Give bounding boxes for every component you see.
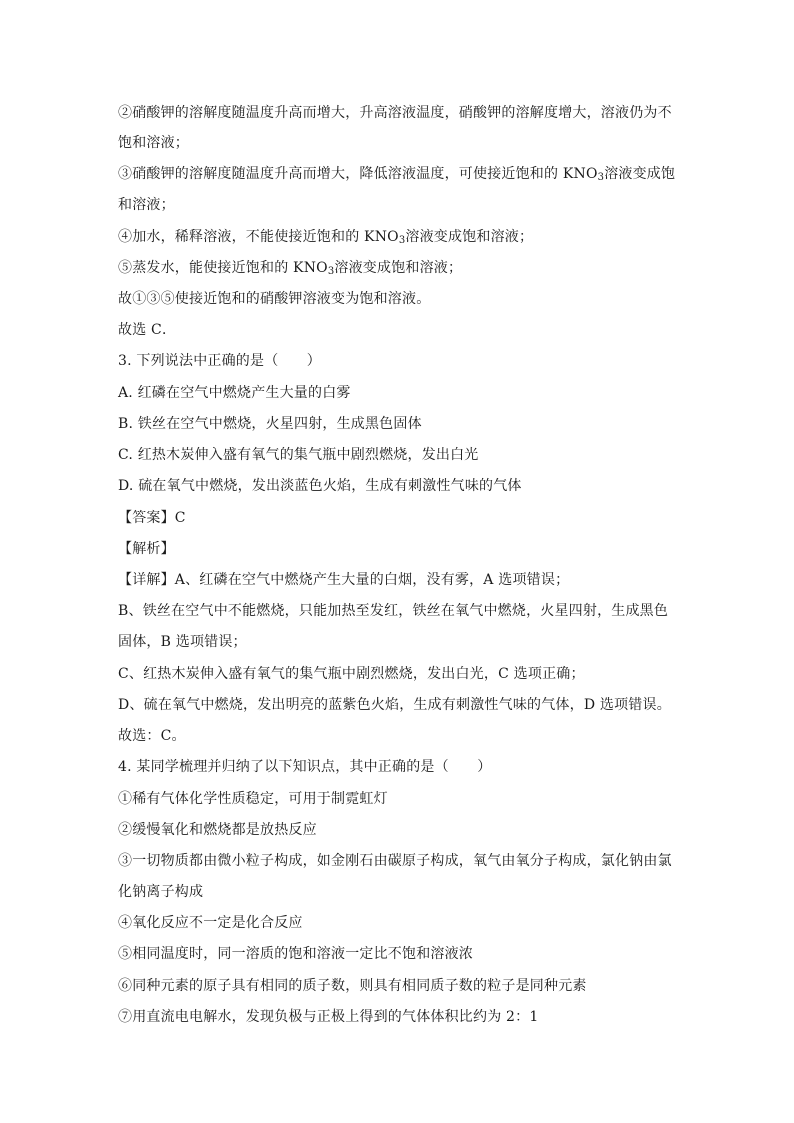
question-4-title: 4. 某同学梳理并归纳了以下知识点，其中正确的是（ ） xyxy=(118,759,492,775)
subscript: 3 xyxy=(327,266,335,277)
question-3-title: 3. 下列说法中正确的是（ ） xyxy=(118,353,322,369)
question-4-item-3: ③一切物质都由微小粒子构成，如金刚石由碳原子构成，氧气由氧分子构成，氯化钠由氯 xyxy=(118,853,672,869)
detail-line-b: B、铁丝在空气中不能燃烧，只能加热至发红，铁丝在氧气中燃烧，火星四射，生成黑色 xyxy=(118,603,669,619)
subscript: 3 xyxy=(398,235,406,246)
question-4-item-4: ④氧化反应不一定是化合反应 xyxy=(118,915,303,931)
detail-line-b-cont: 固体，B 选项错误； xyxy=(118,634,247,650)
answer-line-5-pre: ⑤蒸发水，能使接近饱和的 KNO xyxy=(118,260,328,276)
answer-line-4 xyxy=(118,227,678,247)
answer-line-2-cont: 饱和溶液； xyxy=(118,135,189,151)
question-4-item-3-cont: 化钠离子构成 xyxy=(118,884,204,900)
answer-line-2: ②硝酸钾的溶解度随温度升高而增大，升高溶液温度，硝酸钾的溶解度增大，溶液仍为不 xyxy=(118,105,672,121)
question-3-option-c: C. 红热木炭伸入盛有氧气的集气瓶中剧烈燃烧，发出白光 xyxy=(118,447,479,463)
detail-line-d: D、硫在氧气中燃烧，发出明亮的蓝紫色火焰，生成有刺激性气味的气体，D 选项错误。 xyxy=(118,697,671,713)
answer-heading: 【答案】C xyxy=(118,510,186,526)
answer-line-5-post: 溶液变成饱和溶液； xyxy=(334,260,463,276)
final-choice: 故选：C。 xyxy=(118,728,186,744)
question-4-item-6: ⑥同种元素的原子具有相同的质子数，则具有相同质子数的粒子是同种元素 xyxy=(118,978,587,994)
choice-line: 故选 C． xyxy=(118,322,177,338)
question-3-option-d: D. 硫在氧气中燃烧，发出淡蓝色火焰，生成有刺激性气味的气体 xyxy=(118,478,522,494)
answer-line-3-cont: 和溶液； xyxy=(118,197,175,213)
answer-line-4-pre: ④加水，稀释溶液，不能使接近饱和的 KNO xyxy=(118,229,399,245)
answer-line-5 xyxy=(118,258,678,278)
answer-line-3 xyxy=(118,164,678,184)
answer-line-3-pre: ③硝酸钾的溶解度随温度升高而增大，降低溶液温度，可使接近饱和的 KNO xyxy=(118,166,598,182)
question-3-option-b: B. 铁丝在空气中燃烧，火星四射，生成黑色固体 xyxy=(118,416,422,432)
question-4-item-1: ①稀有气体化学性质稳定，可用于制霓虹灯 xyxy=(118,791,388,807)
detail-line-c: C、红热木炭伸入盛有氧气的集气瓶中剧烈燃烧，发出白光，C 选项正确； xyxy=(118,666,585,682)
question-4-item-2: ②缓慢氧化和燃烧都是放热反应 xyxy=(118,822,317,838)
question-4-item-5: ⑤相同温度时，同一溶质的饱和溶液一定比不饱和溶液浓 xyxy=(118,946,473,962)
analysis-heading: 【解析】 xyxy=(118,541,175,557)
subscript: 3 xyxy=(597,172,605,183)
detail-line-a: 【详解】A、红磷在空气中燃烧产生大量的白烟，没有雾，A 选项错误； xyxy=(118,572,570,588)
conclusion-line: 故①③⑤使接近饱和的硝酸钾溶液变为饱和溶液。 xyxy=(118,291,431,307)
answer-line-4-post: 溶液变成饱和溶液； xyxy=(405,229,534,245)
question-3-option-a: A. 红磷在空气中燃烧产生大量的白雾 xyxy=(118,385,351,401)
answer-line-3-post: 溶液变成饱 xyxy=(604,166,676,182)
question-4-item-7: ⑦用直流电电解水，发现负极与正极上得到的气体体积比约为 2：1 xyxy=(118,1009,539,1025)
